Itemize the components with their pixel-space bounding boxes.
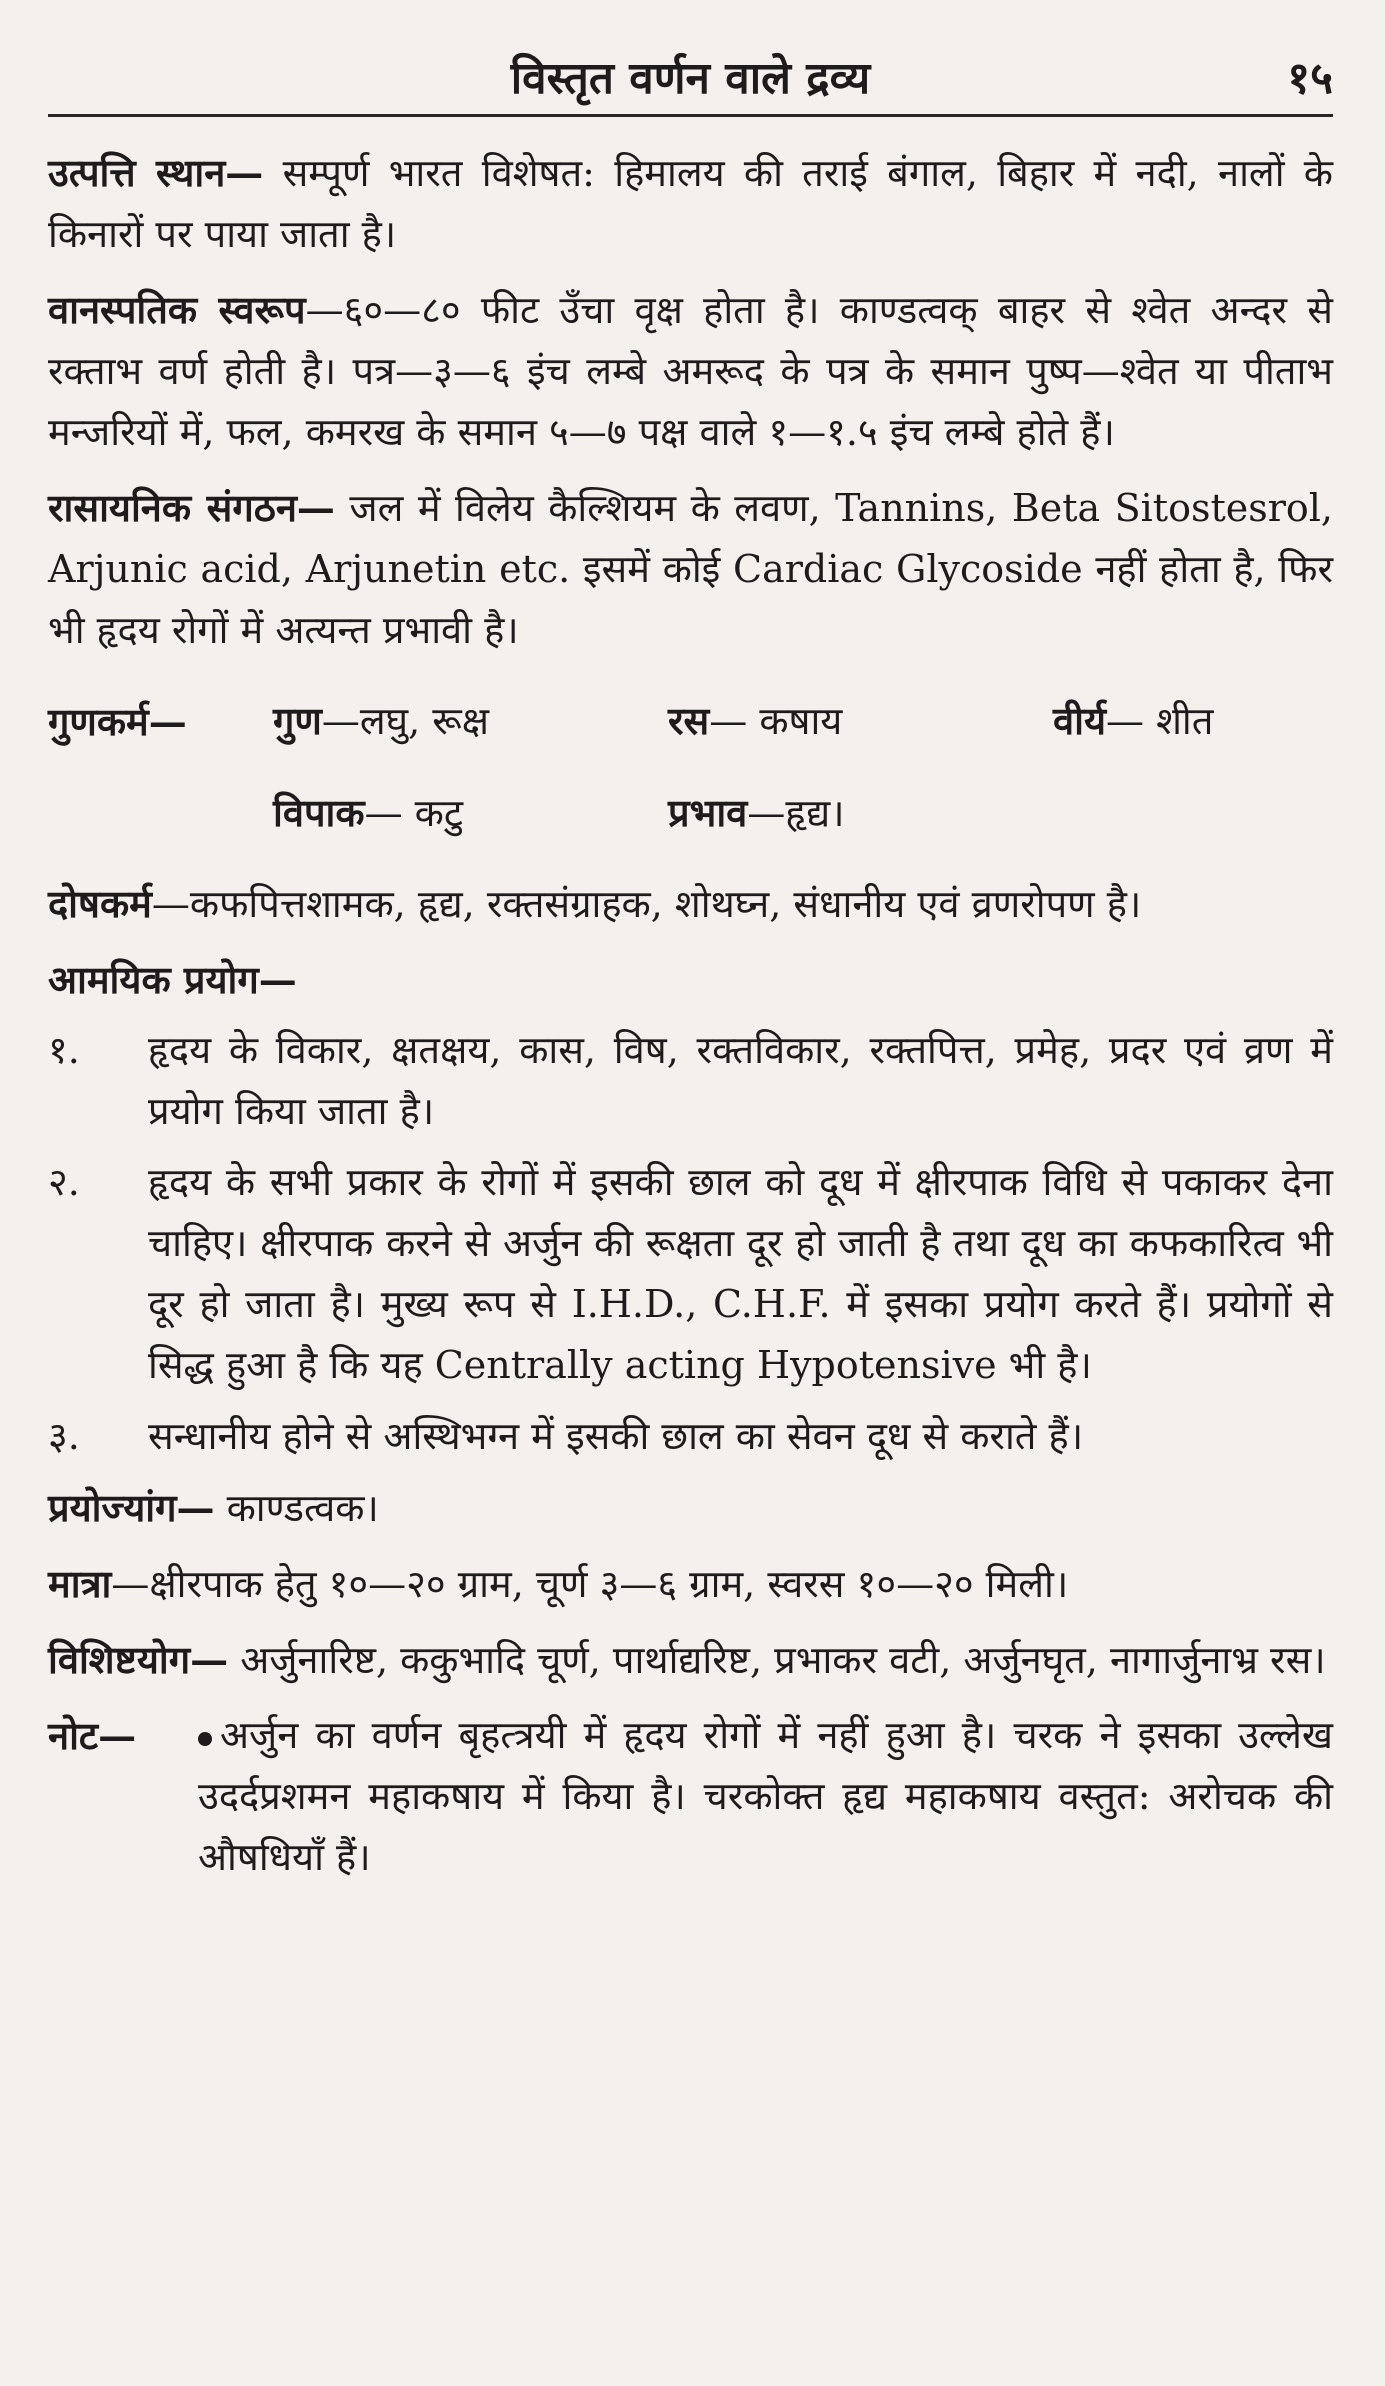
doshakarma-term: दोषकर्म bbox=[48, 881, 152, 926]
dosage-paragraph bbox=[48, 1553, 1333, 1615]
guna-value: —लघु, रूक्ष bbox=[321, 699, 490, 743]
botany-paragraph bbox=[48, 279, 1333, 463]
usage-item-number: ३. bbox=[48, 1414, 80, 1458]
page-header bbox=[48, 34, 1333, 114]
note-block bbox=[48, 1705, 1333, 1888]
header-rule bbox=[48, 114, 1333, 117]
page-number: १५ bbox=[1287, 53, 1333, 104]
origin-text: सम्पूर्ण भारत विशेषत: हिमालय की तराई बंगाल, बिहार में नदी, नालों के किनारों पर पाया जाता है। bbox=[48, 151, 1333, 256]
virya-value: — शीत bbox=[1106, 699, 1214, 743]
page-content bbox=[48, 142, 1333, 1888]
usage-item-text: हृदय के सभी प्रकार के रोगों में इसकी छाल को दूध में क्षीरपाक विधि से पकाकर देना चाहिए। क्षीरपाक करने से अर्जुन की रूक्षता दूर हो जाती है तथा दूध का कफकारित्व भी दूर हो जाता है। मुख्य रूप से I.H.D., C.H.F. में इसका प्रयोग करते हैं। प्रयोगों से सिद्ध हुआ है कि यह Centrally acting Hypotensive भी है। bbox=[148, 1160, 1333, 1387]
formulations-term: विशिष्टयोग— bbox=[48, 1637, 229, 1682]
formulations-text: अर्जुनारिष्ट, ककुभादि चूर्ण, पार्थाद्यरिष्ट, प्रभाकर वटी, अर्जुनघृत, नागार्जुनाभ्र रस। bbox=[228, 1638, 1326, 1682]
note-text: अर्जुन का वर्णन बृहत्त्रयी में हृदय रोगों में नहीं हुआ है। चरक ने इसका उल्लेख उदर्दप्रशमन महाकषाय में किया है। चरकोक्त हृद्य महाकषाय वस्तुत: अरोचक की औषधियाँ हैं। bbox=[198, 1713, 1333, 1879]
usage-item bbox=[48, 1020, 1333, 1142]
properties-row-2 bbox=[48, 767, 1333, 859]
running-title: विस्तृत वर्णन वाले द्रव्य bbox=[510, 53, 871, 104]
guna-key: गुण bbox=[273, 698, 322, 743]
bullet-icon bbox=[198, 1732, 212, 1746]
usage-item bbox=[48, 1406, 1333, 1467]
usage-item-number: १. bbox=[48, 1028, 80, 1072]
guna-cell bbox=[273, 690, 668, 752]
chemistry-text: जल में विलेय कैल्शियम के लवण, Tannins, Beta Sitostesrol, Arjunic acid, Arjunetin etc. इसमें कोई Cardiac Glycoside नहीं होता है, फिर भी हृदय रोगों में अत्यन्त प्रभावी है। bbox=[48, 486, 1333, 652]
origin-paragraph bbox=[48, 142, 1333, 265]
dosage-term: मात्रा bbox=[48, 1561, 112, 1606]
properties-block bbox=[48, 675, 1333, 859]
usage-item-text: सन्धानीय होने से अस्थिभग्न में इसकी छाल का सेवन दूध से कराते हैं। bbox=[148, 1414, 1084, 1458]
rasa-value: — कषाय bbox=[709, 699, 843, 743]
chemistry-term: रासायनिक संगठन— bbox=[48, 485, 335, 530]
botany-term: वानस्पतिक स्वरूप bbox=[48, 287, 306, 332]
rasa-key: रस bbox=[668, 698, 710, 743]
vipaka-cell bbox=[273, 782, 668, 844]
virya-cell bbox=[1053, 690, 1333, 752]
formulations-paragraph bbox=[48, 1629, 1333, 1691]
usage-item bbox=[48, 1152, 1333, 1396]
virya-key: वीर्य bbox=[1053, 698, 1107, 743]
prabhava-value: —हृद्य। bbox=[747, 791, 845, 835]
origin-term: उत्पत्ति स्थान— bbox=[48, 150, 264, 195]
parts-used-text: काण्डत्वक। bbox=[214, 1486, 379, 1530]
usage-item-text: हृदय के विकार, क्षतक्षय, कास, विष, रक्तविकार, रक्तपित्त, प्रमेह, प्रदर एवं व्रण में प्रयोग किया जाता है। bbox=[148, 1028, 1333, 1133]
prabhava-key: प्रभाव bbox=[668, 790, 748, 835]
prabhava-cell bbox=[668, 782, 1053, 844]
vipaka-value: — कटु bbox=[364, 791, 464, 835]
note-label: नोट— bbox=[48, 1713, 137, 1758]
rasa-cell bbox=[668, 690, 1053, 752]
note-body bbox=[198, 1705, 1333, 1888]
dosage-text: —क्षीरपाक हेतु १०—२० ग्राम, चूर्ण ३—६ ग्राम, स्वरस १०—२० मिली। bbox=[111, 1562, 1069, 1606]
doshakarma-text: —कफपित्तशामक, हृद्य, रक्तसंग्राहक, शोथघ्न, संधानीय एवं व्रणरोपण है। bbox=[151, 882, 1142, 926]
parts-used-term: प्रयोज्यांग— bbox=[48, 1485, 215, 1530]
properties-row-1 bbox=[48, 675, 1333, 767]
vipaka-key: विपाक bbox=[273, 790, 365, 835]
usage-item-number: २. bbox=[48, 1160, 80, 1204]
properties-label: गुणकर्म— bbox=[48, 698, 187, 744]
botany-text: —६०—८० फीट उँचा वृक्ष होता है। काण्डत्वक् बाहर से श्वेत अन्दर से रक्ताभ वर्ण होती है। पत्र—३—६ इंच लम्बे अमरूद के पत्र के समान पुष्प—श्वेत या पीताभ मन्जरियों में, फल, कमरख के समान ५—७ पक्ष वाले १—१.५ इंच लम्बे होते हैं। bbox=[48, 288, 1333, 454]
doshakarma-paragraph bbox=[48, 873, 1333, 935]
parts-used-paragraph bbox=[48, 1477, 1333, 1539]
chemistry-paragraph bbox=[48, 477, 1333, 661]
usage-heading: आमयिक प्रयोग— bbox=[48, 957, 297, 1002]
